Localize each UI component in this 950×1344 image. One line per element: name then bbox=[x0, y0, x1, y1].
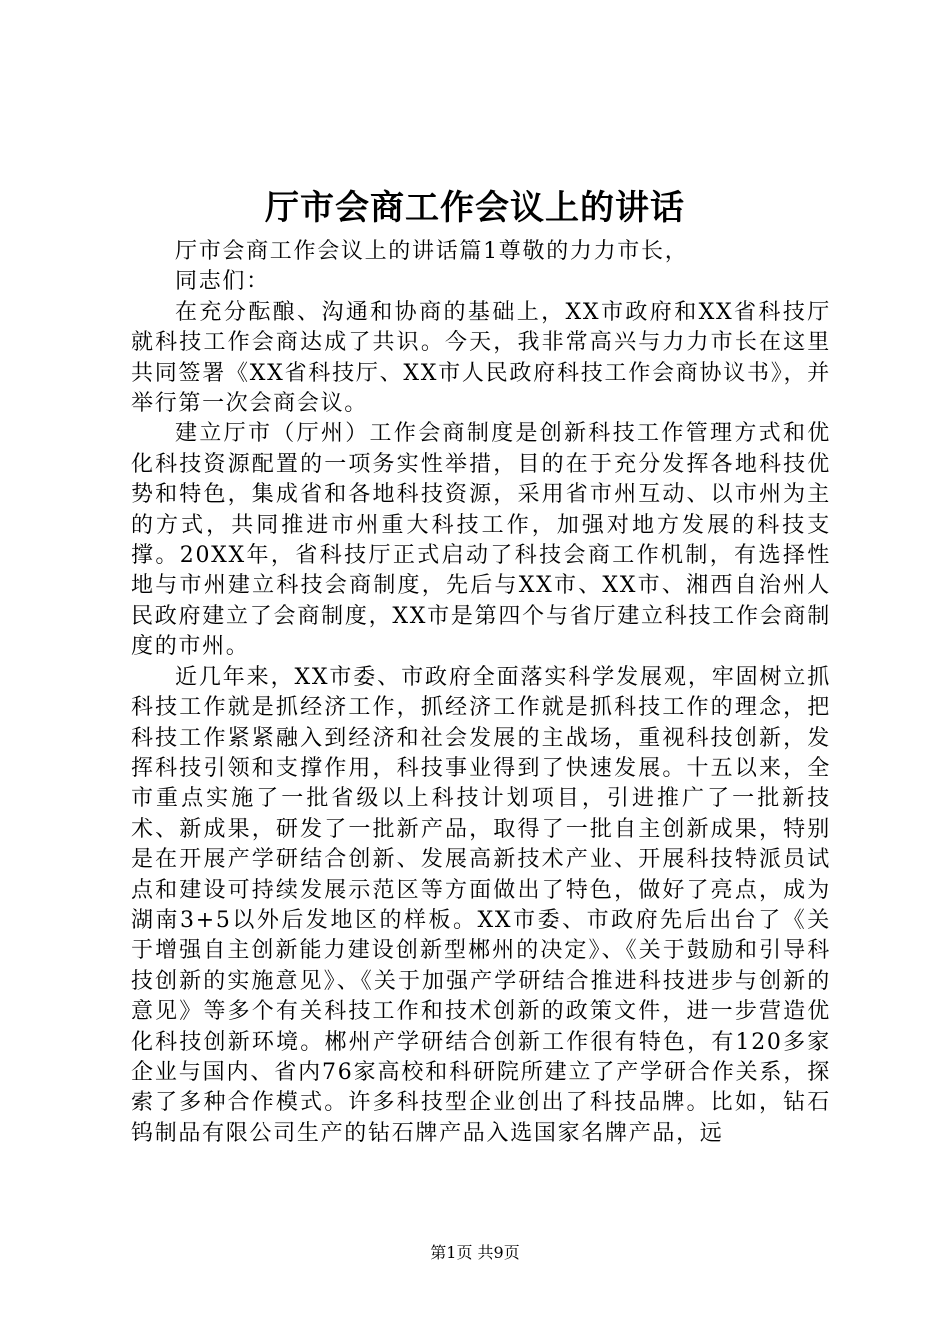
document-title: 厅市会商工作会议上的讲话 bbox=[265, 188, 685, 228]
paragraph-mechanism: 建立厅市（厅州）工作会商制度是创新科技工作管理方式和优化科技资源配置的一项务实性举措，目的在于充分发挥各地科技优势和特色，集成省和各地科技资源，采用省市州互动、以市州为主的方式，共同推进市州重大科技工作，加强对地方发展的科技支撑。20XX年，省科技厅正式启动了科技会商工作机制，有选择性地与市州建立科技会商制度，先后与XX市、XX市、湘西自治州人民政府建立了会商制度，XX市是第四个与省厅建立科技工作会商制度的市州。 bbox=[131, 421, 831, 660]
paragraph-consensus: 在充分酝酿、沟通和协商的基础上，XX市政府和XX省科技厅就科技工作会商达成了共识。今天，我非常高兴与力力市长在这里共同签署《XX省科技厅、XX市人民政府科技工作会商协议书》，并举行第一次会商会议。 bbox=[131, 299, 831, 417]
page-footer: 第1页 共9页 bbox=[430, 1243, 520, 1262]
paragraph-opening: 厅市会商工作会议上的讲话篇1尊敬的力力市长， bbox=[175, 239, 689, 264]
document-body bbox=[131, 237, 831, 1149]
paragraph-achievements: 近几年来，XX市委、市政府全面落实科学发展观，牢固树立抓科技工作就是抓经济工作，抓经济工作就是抓科技工作的理念，把科技工作紧紧融入到经济和社会发展的主战场，重视科技创新，发挥科技引领和支撑作用，科技事业得到了快速发展。十五以来，全市重点实施了一批省级以上科技计划项目，引进推广了一批新技术、新成果，研发了一批新产品，取得了一批自主创新成果，特别是在开展产学研结合创新、发展高新技术产业、开展科技特派员试点和建设可持续发展示范区等方面做出了特色，做好了亮点，成为湖南3+5以外后发地区的样板。XX市委、市政府先后出台了《关于增强自主创新能力建设创新型郴州的决定》、《关于鼓励和引导科技创新的实施意见》、《关于加强产学研结合推进科技进步与创新的意见》等多个有关科技工作和技术创新的政策文件，进一步营造优化科技创新环境。郴州产学研结合创新工作很有特色，有120多家企业与国内、省内76家高校和科研院所建立了产学研合作关系，探索了多种合作模式。许多科技型企业创出了科技品牌。比如，钻石钨制品有限公司生产的钻石牌产品入选国家名牌产品，远 bbox=[131, 664, 831, 1146]
paragraph-salutation: 同志们： bbox=[175, 269, 270, 295]
